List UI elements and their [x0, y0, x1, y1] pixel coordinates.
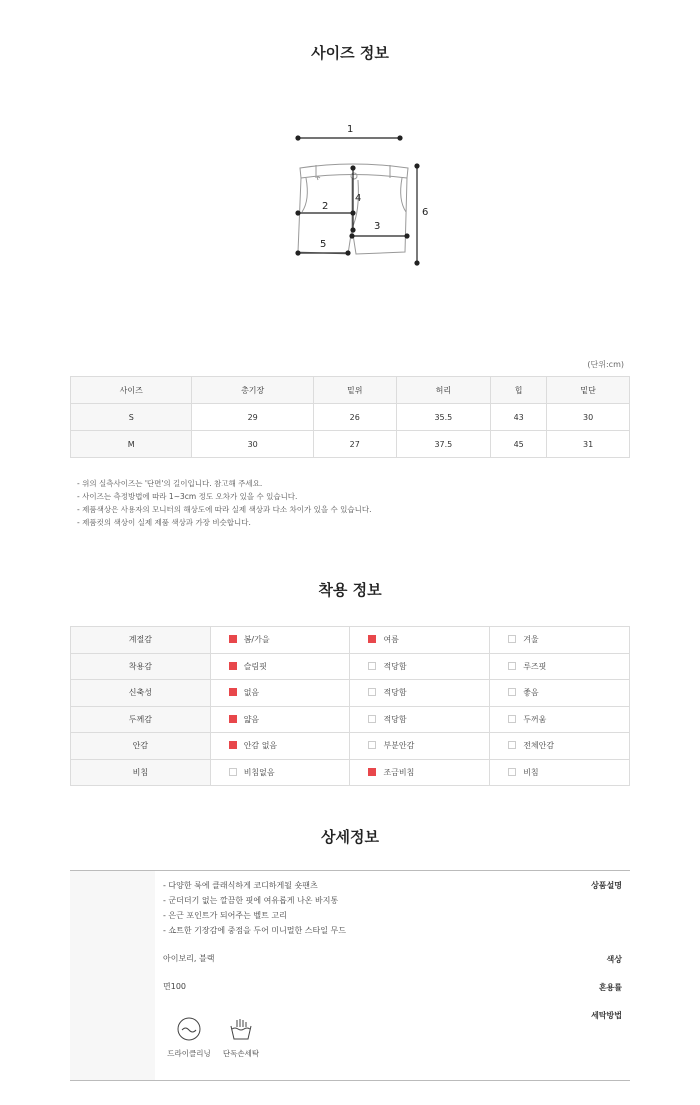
option-label: 비침: [523, 767, 539, 777]
checkbox-checked-icon: [229, 715, 237, 723]
detail-label-column: [70, 871, 155, 1080]
color-value: 아이보리, 블랙: [163, 954, 215, 963]
fit-option: [210, 680, 350, 707]
header-size: 사이즈: [71, 377, 192, 404]
option-label: 좋음: [523, 688, 539, 698]
unit-label: (단위:cm): [587, 360, 624, 369]
checkbox-empty-icon: [229, 768, 237, 776]
header-total-length: 총기장: [192, 377, 313, 404]
header-hip: 힙: [491, 377, 547, 404]
checkbox-empty-icon: [508, 715, 516, 723]
note-line: - 제품색상은 사용자의 모니터의 해상도에 따라 실제 색상과 다소 차이가 있을 수 있습니다.: [77, 505, 372, 514]
table-cell: 29: [192, 404, 313, 431]
desc-line: - 쇼트한 기장감에 중점을 두어 미니멀한 스타일 무드: [163, 926, 346, 935]
option-label: 적당함: [383, 661, 407, 671]
table-cell: 30: [547, 404, 630, 431]
size-cell: M: [71, 431, 192, 458]
checkbox-checked-icon: [229, 635, 237, 643]
hand-wash-icon: [228, 1016, 254, 1042]
wash-item-dry-clean: [164, 1016, 214, 1059]
diagram-label-5: 5: [320, 239, 327, 250]
size-notes: [77, 477, 372, 529]
diagram-label-3: 3: [374, 221, 381, 232]
desc-line: - 군더더기 없는 깔끔한 핏에 여유롭게 나온 바지통: [163, 896, 339, 905]
header-hem: 밑단: [547, 377, 630, 404]
desc-lines: [163, 878, 346, 938]
fit-row-season: [71, 627, 630, 654]
wash-item-hand-wash: [216, 1016, 266, 1059]
checkbox-empty-icon: [368, 741, 376, 749]
fit-option: [490, 759, 630, 786]
fit-label: 비침: [71, 759, 211, 786]
table-row: [71, 404, 630, 431]
table-row: [71, 431, 630, 458]
wash-text: 드라이클리닝: [167, 1049, 211, 1058]
table-cell: 30: [192, 431, 313, 458]
table-cell: 43: [491, 404, 547, 431]
option-label: 부분안감: [383, 741, 415, 751]
option-label: 두꺼움: [523, 714, 547, 724]
note-line: - 사이즈는 측정방법에 따라 1~3cm 정도 오차가 있을 수 있습니다.: [77, 492, 298, 501]
dry-clean-icon: [176, 1016, 202, 1042]
diagram-label-1: 1: [347, 124, 354, 135]
option-label: 얇음: [243, 714, 260, 724]
fit-option: [210, 759, 350, 786]
checkbox-empty-icon: [508, 662, 516, 670]
mix-label: 혼용률: [598, 983, 622, 992]
wash-label: 세탁방법: [591, 1011, 622, 1020]
note-line: - 위의 실측사이즈는 '단면'의 길이입니다. 참고해 주세요.: [77, 479, 263, 488]
detail-table: [70, 870, 630, 1081]
checkbox-empty-icon: [368, 715, 376, 723]
table-cell: 45: [491, 431, 547, 458]
table-cell: 27: [313, 431, 396, 458]
checkbox-checked-icon: [368, 635, 376, 643]
option-label: 적당함: [383, 688, 407, 698]
checkbox-empty-icon: [508, 768, 516, 776]
fit-table: [70, 626, 630, 786]
checkbox-empty-icon: [368, 688, 376, 696]
option-label: 여름: [383, 635, 399, 645]
option-label: 루즈핏: [523, 661, 547, 671]
desc-label: 상품설명: [591, 881, 622, 890]
fit-option: [350, 759, 490, 786]
fit-option: [210, 733, 350, 760]
fit-label: 두께감: [71, 706, 211, 733]
option-label: 비침없음: [243, 767, 275, 777]
diagram-label-6: 6: [422, 207, 429, 218]
fit-option: [350, 680, 490, 707]
checkbox-empty-icon: [508, 741, 516, 749]
fit-label: 신축성: [71, 680, 211, 707]
fit-option: [490, 733, 630, 760]
fit-option: [350, 733, 490, 760]
size-cell: S: [71, 404, 192, 431]
desc-line: - 은근 포인트가 되어주는 벨트 고리: [163, 911, 287, 920]
option-label: 전체안감: [523, 741, 555, 751]
checkbox-empty-icon: [508, 635, 516, 643]
checkbox-empty-icon: [368, 662, 376, 670]
fit-label: 안감: [71, 733, 211, 760]
header-waist: 허리: [396, 377, 490, 404]
mix-value: 면100: [163, 982, 186, 991]
fit-info-title: 착용 정보: [318, 581, 382, 599]
fit-option: [490, 627, 630, 654]
checkbox-checked-icon: [229, 741, 237, 749]
size-table-header: [71, 377, 630, 404]
fit-option: [210, 706, 350, 733]
table-cell: 26: [313, 404, 396, 431]
option-label: 슬림핏: [243, 661, 267, 671]
diagram-label-2: 2: [322, 201, 329, 212]
fit-option: [490, 680, 630, 707]
table-cell: 35.5: [396, 404, 490, 431]
checkbox-checked-icon: [229, 662, 237, 670]
option-label: 없음: [243, 688, 260, 698]
option-label: 적당함: [383, 714, 407, 724]
checkbox-checked-icon: [368, 768, 376, 776]
size-table: [70, 376, 630, 458]
fit-option: [350, 627, 490, 654]
detail-info-title: 상세정보: [321, 828, 379, 846]
header-rise: 밑위: [313, 377, 396, 404]
fit-label: 착용감: [71, 653, 211, 680]
fit-row-stretch: [71, 680, 630, 707]
desc-line: - 다양한 룩에 클래식하게 코디하게될 숏팬츠: [163, 881, 318, 890]
fit-label: 계절감: [71, 627, 211, 654]
option-label: 조금비침: [383, 767, 415, 777]
checkbox-checked-icon: [229, 688, 237, 696]
color-label: 색상: [606, 955, 622, 964]
table-cell: 31: [547, 431, 630, 458]
fit-option: [490, 653, 630, 680]
size-info-title: 사이즈 정보: [311, 44, 389, 62]
fit-option: [210, 627, 350, 654]
fit-row-thickness: [71, 706, 630, 733]
fit-row-sheer: [71, 759, 630, 786]
fit-option: [490, 706, 630, 733]
fit-row-lining: [71, 733, 630, 760]
wash-text: 단독손세탁: [222, 1049, 260, 1058]
fit-row-fit: [71, 653, 630, 680]
fit-option: [350, 706, 490, 733]
fit-option: [350, 653, 490, 680]
option-label: 겨울: [523, 635, 539, 645]
note-line: - 제품컷의 색상이 실제 제품 색상과 가장 비슷합니다.: [77, 518, 251, 527]
diagram-label-4: 4: [355, 193, 362, 204]
table-cell: 37.5: [396, 431, 490, 458]
option-label: 안감 없음: [243, 741, 278, 751]
fit-option: [210, 653, 350, 680]
option-label: 봄/가을: [243, 635, 270, 645]
checkbox-empty-icon: [508, 688, 516, 696]
